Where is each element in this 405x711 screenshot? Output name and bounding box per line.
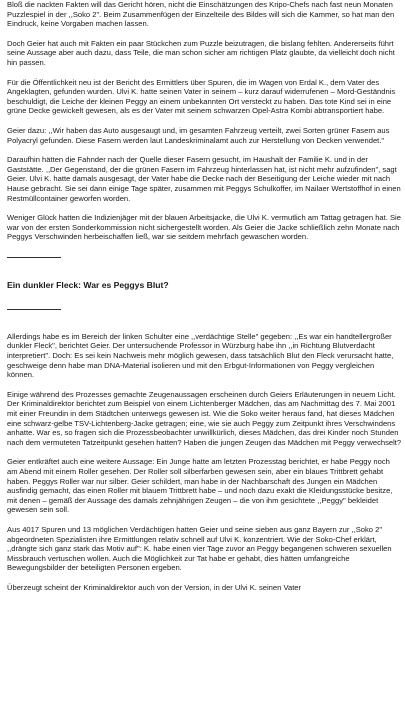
section-heading: Ein dunkler Fleck: War es Peggys Blut? <box>7 279 169 290</box>
paragraph: Für die Öffentlichkeit neu ist der Bericht des Ermittlers über Spuren, die im Wagen von Erdal K., dem Vater des Angeklagten, gefunden wurden. Ulvi K. hatte seinen Vater in seinem – kurz darauf widerrufenen – Mord-Geständnis beschuldigt, die Leiche der kleinen Peggy an einem unbekannten Ort versteckt zu haben. Das tote Kind sei in eine grüne Decke gewickelt gewesen, als es der Vater mit seinem schwarzen Opel-Astra Kombi abtransportiert habe. <box>7 77 396 116</box>
paragraph: Aus 4017 Spuren und 13 möglichen Verdächtigen hatten Geier und seine sieben aus ganz Bayern zur ,,Soko 2" abgeordneten Spezialisten ihre Ermittlungen relativ schnell auf Ulvi K. konzentriert. Wie der Soko-Chef erklärt, ,,drängte sich ganz stark das Motiv auf": K. habe einen vier Tage zuvor an Peggy begangenen schweren sexuellen Missbrauch vertuschen wollen. Auch die Möglichkeit zur Tat habe er gehabt, dies hätten umfangreiche Bewegungsbilder der beteiligten Personen ergeben. <box>7 524 392 573</box>
paragraph: Geier entkräftet auch eine weitere Aussage: Ein Junge hatte am letzten Prozesstag berichtet, er habe Peggy noch am Abend mit einem Roller gesehen. Der Roller soll silberfarben gewesen sein, aber ein blaues Trittbrett gehabt haben. Peggys Roller war nur silber. Geier schildert, man habe in der Nachbarschaft des Jungen ein Mädchen ausfindig gemacht, das einen Roller mit blauem Trittbrett habe – und noch dazu exakt die Kleidungsstücke besitze, mit denen – gemäß der Aussage des damals zehnjährigen Zeugen – die von ihm gesichtete ,,Peggy" bekleidet gewesen sein soll. <box>7 457 393 515</box>
section-separator: —————— <box>7 251 61 262</box>
paragraph: Weniger Glück hatten die Indizienjäger mit der blauen Arbeitsjacke, die Ulvi K. vermutlich am Tattag getragen hat. Sie war von der ersten Sonderkommission nicht sichergestellt worden. Als Geier die Jacke schließlich zehn Monate nach Peggys Verschwinden herbeischaffen ließ, war sie seitdem mehrfach gewaschen worden. <box>7 213 401 242</box>
paragraph: Doch Geier hat auch mit Fakten ein paar Stückchen zum Puzzle beizutragen, die bislang fehlten. Andererseits führt seine Aussage aber auch dazu, dass Teile, die man schon sicher am richtigen Platz glaubte, da vielleicht doch nicht hin passen. <box>7 38 395 67</box>
paragraph: Geier dazu: ,,Wir haben das Auto ausgesaugt und, im gesamten Fahrzeug verteilt, zwei Sorten grüner Fasern aus Polyacryl gefunden. Diese Fasern werden laut Landeskriminalamt auch zur Herstellung von Decken verwendet." <box>7 125 390 145</box>
paragraph: Allerdings habe es im Bereich der linken Schulter eine ,,verdächtige Stelle" gegeben: ,,Es war ein handtellergroßer dunkler Fleck", berichtet Geier. Der untersuchende Professor in Würzburg habe ihn ,,in Richtung Blutverdacht interpretiert". Doch: Es sei kein Nachweis mehr möglich gewesen, dass tatsächlich Blut den Fleck verursacht hatte, geschweige denn habe man DNA-Material isolieren und mit den Erbgut-Informationen von Peggy vergleichen können. <box>7 331 394 380</box>
paragraph: Einige während des Prozesses gemachte Zeugenaussagen erscheinen durch Geiers Erläuterungen in neuem Licht. Der Kriminaldirektor berichtet zum Beispiel von einem Lichtenberger Mädchen, das am Nachmittag des 7. Mai 2001 mit einer Freundin in dem Städtchen unterwegs gewesen ist. Wie die Soko weiter heraus fand, hat dieses Mädchen eine schwarz-gelbe TSV-Lichtenberg-Jacke getragen; eine, wie sie auch Peggy zum Zeitpunkt ihres Verschwindens anhatte. War es, so fragen sich die Prozessbeobachter unwillkürlich, dieses Mädchen, das drei Kinder noch Stunden nach dem vermuteten Tatzeitpunkt gesehen hatten? Haben die jungen Zeugen das Mädchen mit Peggy verwechselt? <box>7 389 402 447</box>
section-separator: —————— <box>7 303 61 314</box>
paragraph: Überzeugt scheint der Kriminaldirektor auch von der Version, in der Ulvi K. seinen Vater <box>7 582 302 592</box>
paragraph: Daraufhin hätten die Fahnder nach der Quelle dieser Fasern gesucht, im Haushalt der Familie K. und in der Gaststätte. ,,Der Gegenstand, der die grünen Fasern im Fahrzeug hinterlassen hat, ist nicht mehr aufzufinden", sagt Geier. Ulvi K. hatte damals ausgesagt, der Vater habe die Decke nach der Beseitigung der Leiche wieder mit nach Hause gebracht. Sie sei dann einige Tage später, zusammen mit Peggys Schulkoffer, im Nailaer Wertstoffhof in einen Restmüllcontainer geworfen worden. <box>7 155 401 203</box>
paragraph: Bloß die nackten Fakten will das Gericht hören, nicht die Einschätzungen des Kripo-Chefs nach fast neun Monaten Puzzlespiel in der ,,Soko 2". Beim Zusammenfügen der Einzelteile des Bildes will sich die Kammer, so hat man den Eindruck, keine Vorgaben machen lassen. <box>7 0 395 29</box>
